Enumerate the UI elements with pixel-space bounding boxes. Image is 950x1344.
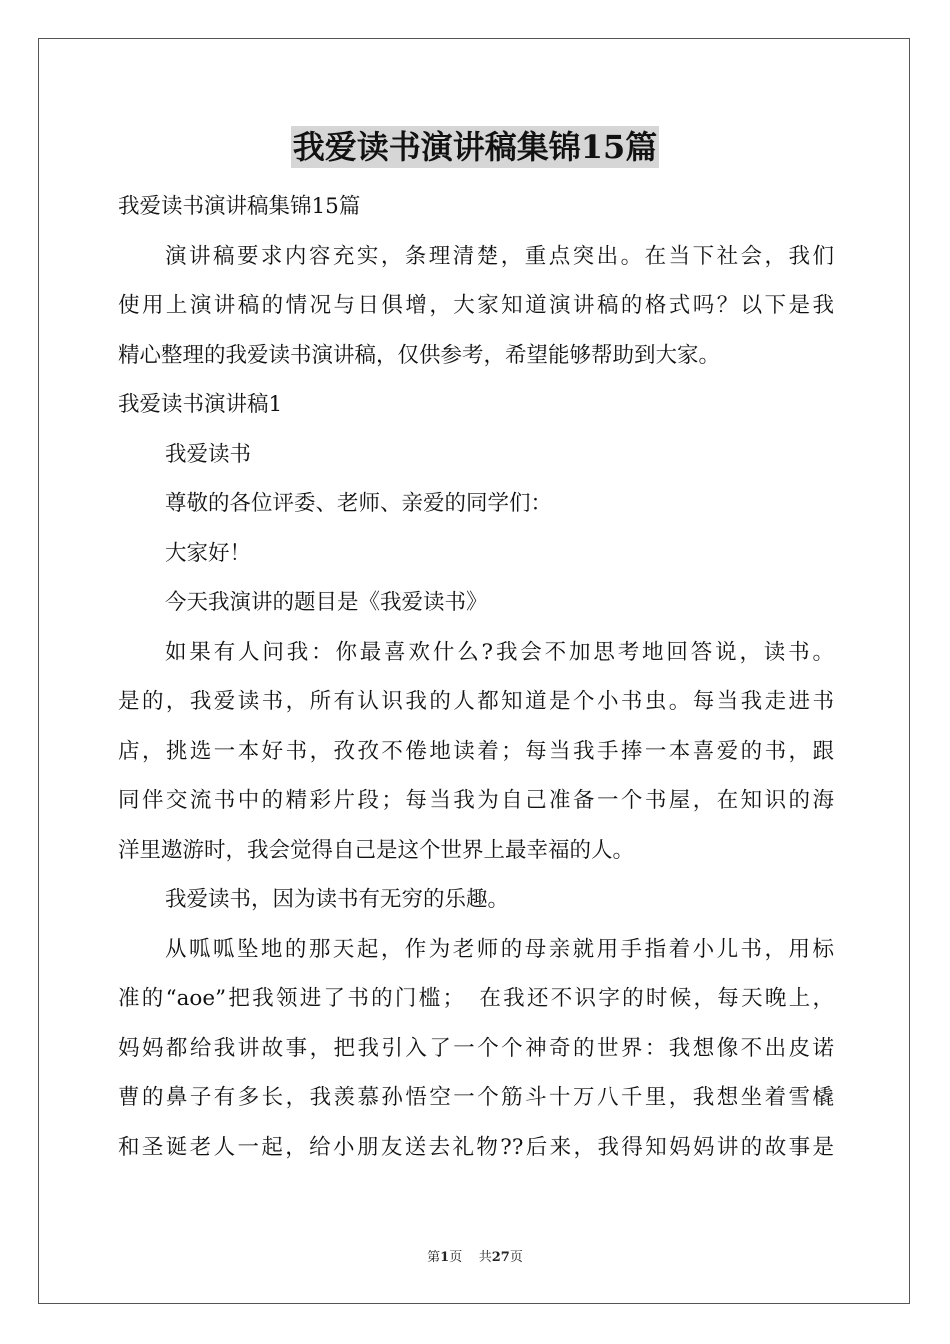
- page-footer: [0, 1246, 950, 1265]
- text-line: 我爱读书演讲稿集锦15篇: [118, 194, 361, 219]
- text-line: 使用上演讲稿的情况与日俱增，大家知道演讲稿的格式吗？以下是我: [118, 293, 834, 318]
- document-body: [118, 182, 834, 1172]
- text-line: 我爱读书: [165, 441, 252, 467]
- text-line: 洋里遨游时，我会觉得自己是这个世界上最幸福的人。: [118, 837, 635, 863]
- total-pages: 27: [491, 1250, 510, 1265]
- text-line: 和圣诞老人一起，给小朋友送去礼物??后来，我得知妈妈讲的故事是: [118, 1134, 834, 1160]
- total-suffix: 页: [509, 1250, 523, 1265]
- page-suffix: 页: [449, 1250, 463, 1265]
- text-line: 曹的鼻子有多长，我羡慕孙悟空一个筋斗十万八千里，我想坐着雪橇: [118, 1085, 834, 1110]
- total-prefix: 共: [478, 1250, 492, 1265]
- text-line: 准的“aoe”把我领进了书的门槛； 在我还不识字的时候，每天晚上，: [118, 986, 834, 1011]
- text-line: 从呱呱坠地的那天起，作为老师的母亲就用手指着小儿书，用标: [165, 936, 834, 962]
- page-number: 1: [440, 1250, 450, 1265]
- page-prefix: 第: [427, 1250, 441, 1265]
- text-line: 大家好！: [165, 540, 252, 566]
- text-line: 我爱读书，因为读书有无穷的乐趣。: [165, 887, 510, 912]
- text-line: 精心整理的我爱读书演讲稿，仅供参考，希望能够帮助到大家。: [118, 342, 721, 368]
- text-line: 我爱读书演讲稿1: [118, 392, 283, 417]
- text-line: 如果有人问我：你最喜欢什么?我会不加思考地回答说，读书。: [165, 639, 834, 665]
- document-title-wrap: [0, 126, 950, 168]
- text-line: 店，挑选一本好书，孜孜不倦地读着；每当我手捧一本喜爱的书，跟: [118, 738, 834, 764]
- text-line: 妈妈都给我讲故事，把我引入了一个个神奇的世界：我想像不出皮诺: [118, 1035, 834, 1061]
- document-title: 我爱读书演讲稿集锦15篇: [292, 128, 658, 166]
- text-line: 今天我演讲的题目是《我爱读书》: [165, 590, 488, 615]
- text-line: 是的，我爱读书，所有认识我的人都知道是个小书虫。每当我走进书: [118, 689, 834, 714]
- text-line: 尊敬的各位评委、老师、亲爱的同学们：: [165, 491, 553, 516]
- text-line: 同伴交流书中的精彩片段；每当我为自己准备一个书屋，在知识的海: [118, 788, 834, 813]
- text-line: 演讲稿要求内容充实，条理清楚，重点突出。在当下社会，我们: [165, 243, 834, 269]
